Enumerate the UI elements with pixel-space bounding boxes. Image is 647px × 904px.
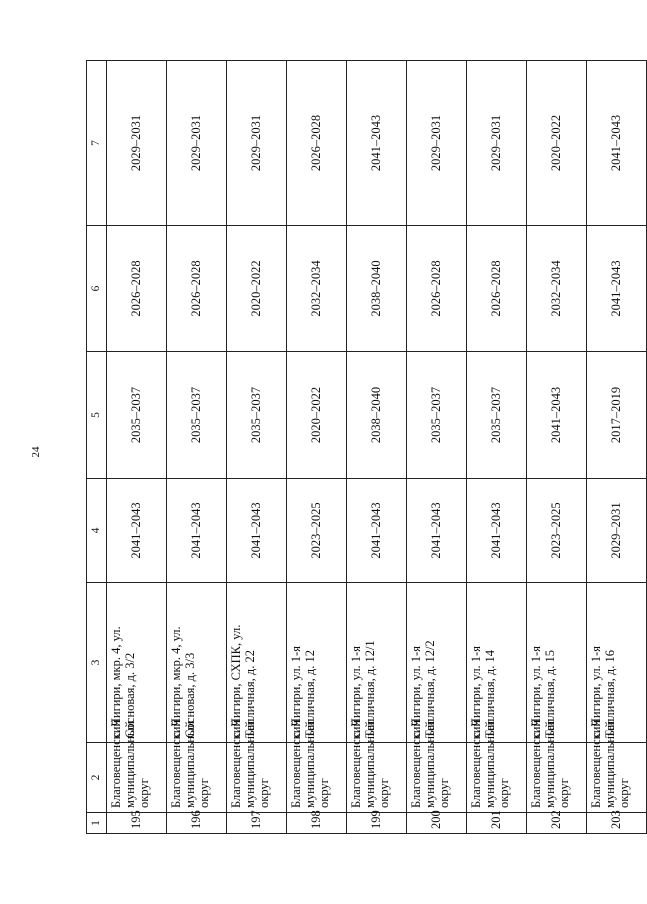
period-col5-cell: 2035–2037 bbox=[107, 352, 167, 479]
table-row bbox=[107, 61, 167, 834]
period-col4-cell: 2023–2025 bbox=[287, 479, 347, 583]
row-number-cell: 202 bbox=[527, 813, 587, 834]
row-number-cell: 198 bbox=[287, 813, 347, 834]
period-col6-cell: 2026–2028 bbox=[407, 226, 467, 352]
address-cell: с. Чигири, мкр. 4, ул. Сосновая, д. 3/2 bbox=[107, 583, 167, 743]
municipality-cell: Благовещенский муниципальный округ bbox=[167, 743, 227, 813]
header-cell-1: 1 bbox=[87, 813, 107, 834]
period-col4-cell: 2041–2043 bbox=[407, 479, 467, 583]
period-col7-cell: 2029–2031 bbox=[227, 61, 287, 226]
table-row bbox=[407, 61, 467, 834]
period-col7-cell: 2041–2043 bbox=[587, 61, 647, 226]
row-number-cell: 201 bbox=[467, 813, 527, 834]
period-col6-cell: 2032–2034 bbox=[287, 226, 347, 352]
period-col6-cell: 2026–2028 bbox=[107, 226, 167, 352]
header-cell-2: 2 bbox=[87, 743, 107, 813]
address-cell: с. Чигири, ул. 1-я Тепличная, д. 16 bbox=[587, 583, 647, 743]
period-col4-cell: 2041–2043 bbox=[467, 479, 527, 583]
row-number-cell: 200 bbox=[407, 813, 467, 834]
address-cell: с. Чигири, ул. 1-я Тепличная, д. 15 bbox=[527, 583, 587, 743]
row-number-cell: 196 bbox=[167, 813, 227, 834]
period-col5-cell: 2038–2040 bbox=[347, 352, 407, 479]
period-col7-cell: 2029–2031 bbox=[407, 61, 467, 226]
table-row bbox=[527, 61, 587, 834]
header-cell-3: 3 bbox=[87, 583, 107, 743]
municipality-cell: Благовещенский муниципальный округ bbox=[107, 743, 167, 813]
header-cell-7: 7 bbox=[87, 61, 107, 226]
table-row bbox=[227, 61, 287, 834]
period-col4-cell: 2041–2043 bbox=[347, 479, 407, 583]
page-number-text: 24 bbox=[30, 446, 42, 458]
municipality-cell: Благовещенский муниципальный округ bbox=[287, 743, 347, 813]
period-col5-cell: 2035–2037 bbox=[227, 352, 287, 479]
period-col5-cell: 2041–2043 bbox=[527, 352, 587, 479]
address-cell: с. Чигири, мкр. 4, ул. Сосновая, д. 3/3 bbox=[167, 583, 227, 743]
period-col6-cell: 2038–2040 bbox=[347, 226, 407, 352]
table-row bbox=[287, 61, 347, 834]
period-col7-cell: 2041–2043 bbox=[347, 61, 407, 226]
period-col5-cell: 2035–2037 bbox=[467, 352, 527, 479]
period-col7-cell: 2029–2031 bbox=[467, 61, 527, 226]
period-col7-cell: 2020–2022 bbox=[527, 61, 587, 226]
period-col4-cell: 2041–2043 bbox=[107, 479, 167, 583]
period-col4-cell: 2023–2025 bbox=[527, 479, 587, 583]
period-col4-cell: 2041–2043 bbox=[167, 479, 227, 583]
municipality-cell: Благовещенский муниципальный округ bbox=[587, 743, 647, 813]
period-col7-cell: 2029–2031 bbox=[107, 61, 167, 226]
row-number-cell: 197 bbox=[227, 813, 287, 834]
table-row bbox=[467, 61, 527, 834]
period-col5-cell: 2035–2037 bbox=[167, 352, 227, 479]
period-col5-cell: 2017–2019 bbox=[587, 352, 647, 479]
municipality-cell: Благовещенский муниципальный округ bbox=[227, 743, 287, 813]
period-col5-cell: 2020–2022 bbox=[287, 352, 347, 479]
header-cell-4: 4 bbox=[87, 479, 107, 583]
period-col6-cell: 2032–2034 bbox=[527, 226, 587, 352]
period-col4-cell: 2029–2031 bbox=[587, 479, 647, 583]
address-cell: с. Чигири, ул. 1-я Тепличная, д. 12 bbox=[287, 583, 347, 743]
table-row bbox=[347, 61, 407, 834]
period-col6-cell: 2041–2043 bbox=[587, 226, 647, 352]
address-cell: с. Чигири, ул. 1-я Тепличная, д. 14 bbox=[467, 583, 527, 743]
header-row bbox=[87, 61, 107, 834]
period-col6-cell: 2026–2028 bbox=[467, 226, 527, 352]
address-cell: с. Чигири, СХПК, ул. Тепличная, д. 22 bbox=[227, 583, 287, 743]
schedule-table-frame bbox=[86, 61, 631, 834]
period-col7-cell: 2026–2028 bbox=[287, 61, 347, 226]
schedule-table bbox=[86, 60, 647, 834]
address-cell: с. Чигири, ул. 1-я Тепличная, д. 12/2 bbox=[407, 583, 467, 743]
period-col6-cell: 2020–2022 bbox=[227, 226, 287, 352]
municipality-cell: Благовещенский муниципальный округ bbox=[407, 743, 467, 813]
municipality-cell: Благовещенский муниципальный округ bbox=[467, 743, 527, 813]
row-number-cell: 195 bbox=[107, 813, 167, 834]
row-number-cell: 199 bbox=[347, 813, 407, 834]
schedule-table-rotated bbox=[86, 61, 631, 834]
period-col5-cell: 2035–2037 bbox=[407, 352, 467, 479]
period-col4-cell: 2041–2043 bbox=[227, 479, 287, 583]
header-cell-5: 5 bbox=[87, 352, 107, 479]
table-row bbox=[587, 61, 647, 834]
period-col7-cell: 2029–2031 bbox=[167, 61, 227, 226]
header-cell-6: 6 bbox=[87, 226, 107, 352]
municipality-cell: Благовещенский муниципальный округ bbox=[347, 743, 407, 813]
address-cell: с. Чигири, ул. 1-я Тепличная, д. 12/1 bbox=[347, 583, 407, 743]
period-col6-cell: 2026–2028 bbox=[167, 226, 227, 352]
municipality-cell: Благовещенский муниципальный округ bbox=[527, 743, 587, 813]
table-row bbox=[167, 61, 227, 834]
row-number-cell: 203 bbox=[587, 813, 647, 834]
